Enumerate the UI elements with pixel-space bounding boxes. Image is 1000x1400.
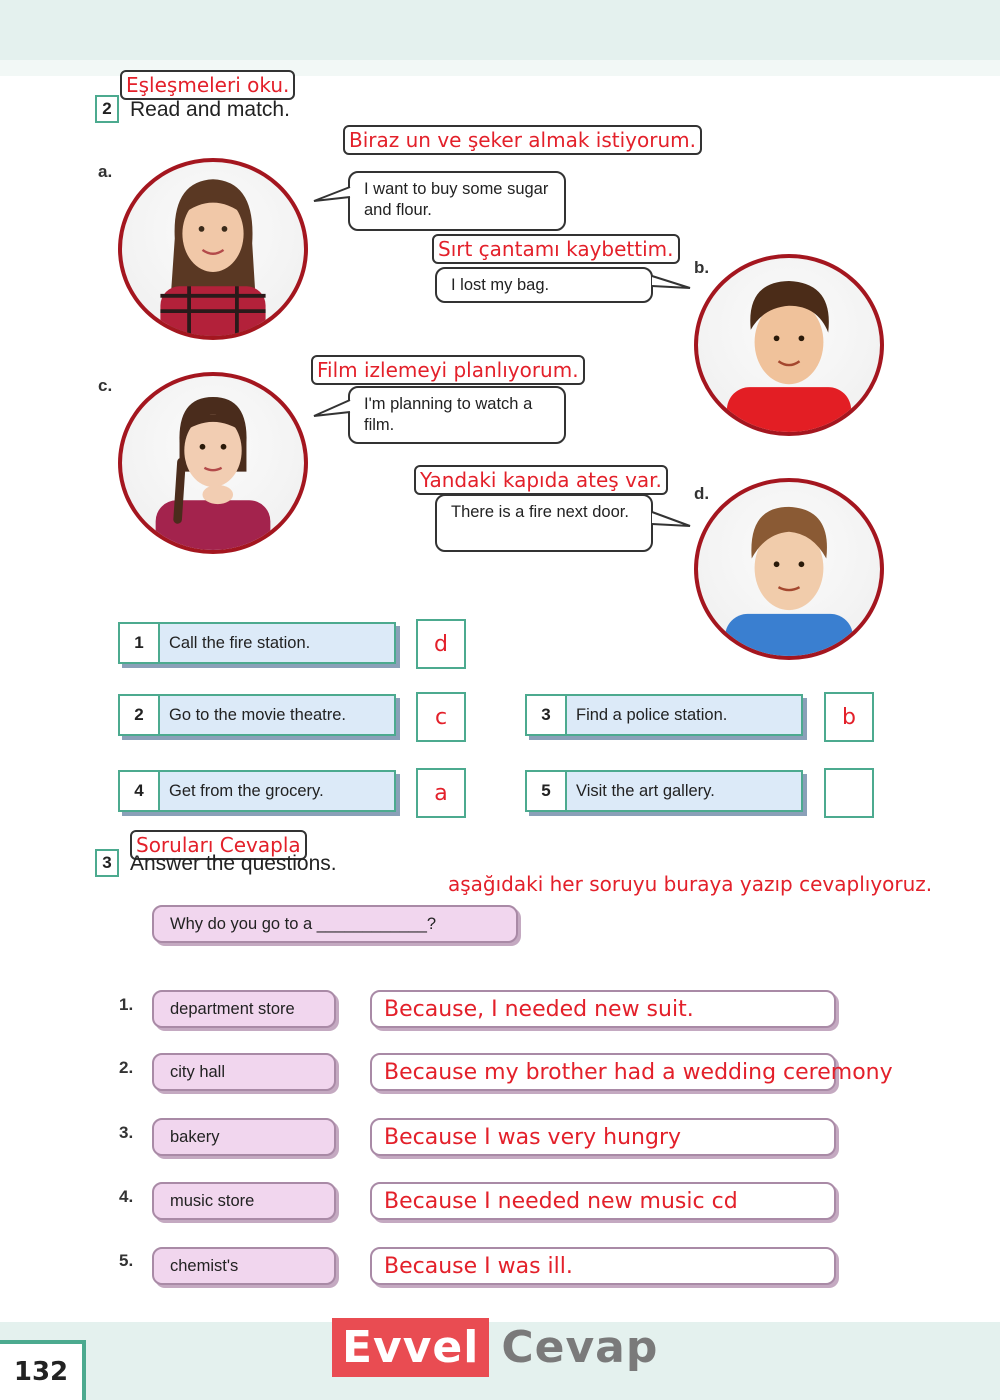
match-number: 4 [120,772,160,810]
speaker-d-letter: d. [694,484,710,503]
page-number: 132 [0,1340,86,1400]
match-number: 3 [527,696,567,734]
speaker-c-bubble-tail [312,398,352,420]
logo-part-evvel: Evvel [332,1318,489,1377]
match-number: 5 [527,772,567,810]
answer-field-2[interactable]: Because my brother had a wedding ceremony [370,1053,836,1091]
section2-number: 2 [95,95,119,123]
section2-translation: Eşleşmeleri oku. [120,70,295,100]
logo-part-cevap: Cevap [501,1321,659,1373]
section3-number: 3 [95,849,119,877]
girl-a-illustration [122,162,304,336]
speaker-a-translation: Biraz un ve şeker almak istiyorum. [343,125,702,155]
match-row-2 [118,694,396,736]
match-answer-1[interactable]: d [416,619,466,669]
question-number-2: 2. [119,1058,134,1077]
top-band [0,0,1000,60]
boy-d-portrait [694,478,884,660]
speaker-c-letter: c. [98,376,113,395]
place-pill-2: city hall [152,1053,336,1091]
evvel-cevap-logo [332,1312,658,1382]
place-pill-5: chemist's [152,1247,336,1285]
speaker-b-translation: Sırt çantamı kaybettim. [432,234,680,264]
match-text: Find a police station. [576,705,728,724]
answer-field-5[interactable]: Because I was ill. [370,1247,836,1285]
girl-c-illustration [122,376,304,550]
match-text: Go to the movie theatre. [169,705,347,724]
boy-b-illustration [698,258,880,432]
match-number: 1 [120,624,160,662]
match-row-3 [525,694,803,736]
section3-translation: Soruları Cevapla [130,830,307,860]
girl-a-portrait [118,158,308,340]
question-prompt: Why do you go to a ____________? [152,905,518,943]
answer-field-3[interactable]: Because I was very hungry [370,1118,836,1156]
answer-field-4[interactable]: Because I needed new music cd [370,1182,836,1220]
speaker-d-bubble: There is a fire next door. [435,494,653,552]
section2-title: Read and match. [130,98,290,121]
match-number: 2 [120,696,160,734]
speaker-b-letter: b. [694,258,710,277]
match-answer-3[interactable]: b [824,692,874,742]
boy-b-portrait [694,254,884,436]
match-row-1 [118,622,396,664]
question-number-1: 1. [119,995,134,1014]
speaker-a-bubble-tail [312,185,352,205]
section3-title: Answer the questions. [130,852,337,875]
match-text: Visit the art gallery. [576,781,715,800]
speaker-c-translation: Film izlemeyi planlıyorum. [311,355,585,385]
place-pill-1: department store [152,990,336,1028]
question-number-3: 3. [119,1123,134,1142]
place-pill-4: music store [152,1182,336,1220]
match-answer-2[interactable]: c [416,692,466,742]
match-answer-5[interactable] [824,768,874,818]
match-row-4 [118,770,396,812]
match-answer-4[interactable]: a [416,768,466,818]
question-number-5: 5. [119,1251,134,1270]
speaker-a-letter: a. [98,162,113,181]
question-number-4: 4. [119,1187,134,1206]
speaker-d-translation: Yandaki kapıda ateş var. [414,465,668,495]
place-pill-3: bakery [152,1118,336,1156]
speaker-a-bubble: I want to buy some sugar and flour. [348,171,566,231]
speaker-b-bubble: I lost my bag. [435,267,653,303]
match-text: Get from the grocery. [169,781,324,800]
match-text: Call the fire station. [169,633,311,652]
boy-d-illustration [698,482,880,656]
girl-c-portrait [118,372,308,554]
match-row-5 [525,770,803,812]
answer-field-1[interactable]: Because, I needed new suit. [370,990,836,1028]
speaker-d-bubble-tail [650,510,692,532]
speaker-b-bubble-tail [650,272,692,294]
speaker-c-bubble: I'm planning to watch a film. [348,386,566,444]
section3-note: aşağıdaki her soruyu buraya yazıp cevaplıyoruz. [448,872,933,896]
